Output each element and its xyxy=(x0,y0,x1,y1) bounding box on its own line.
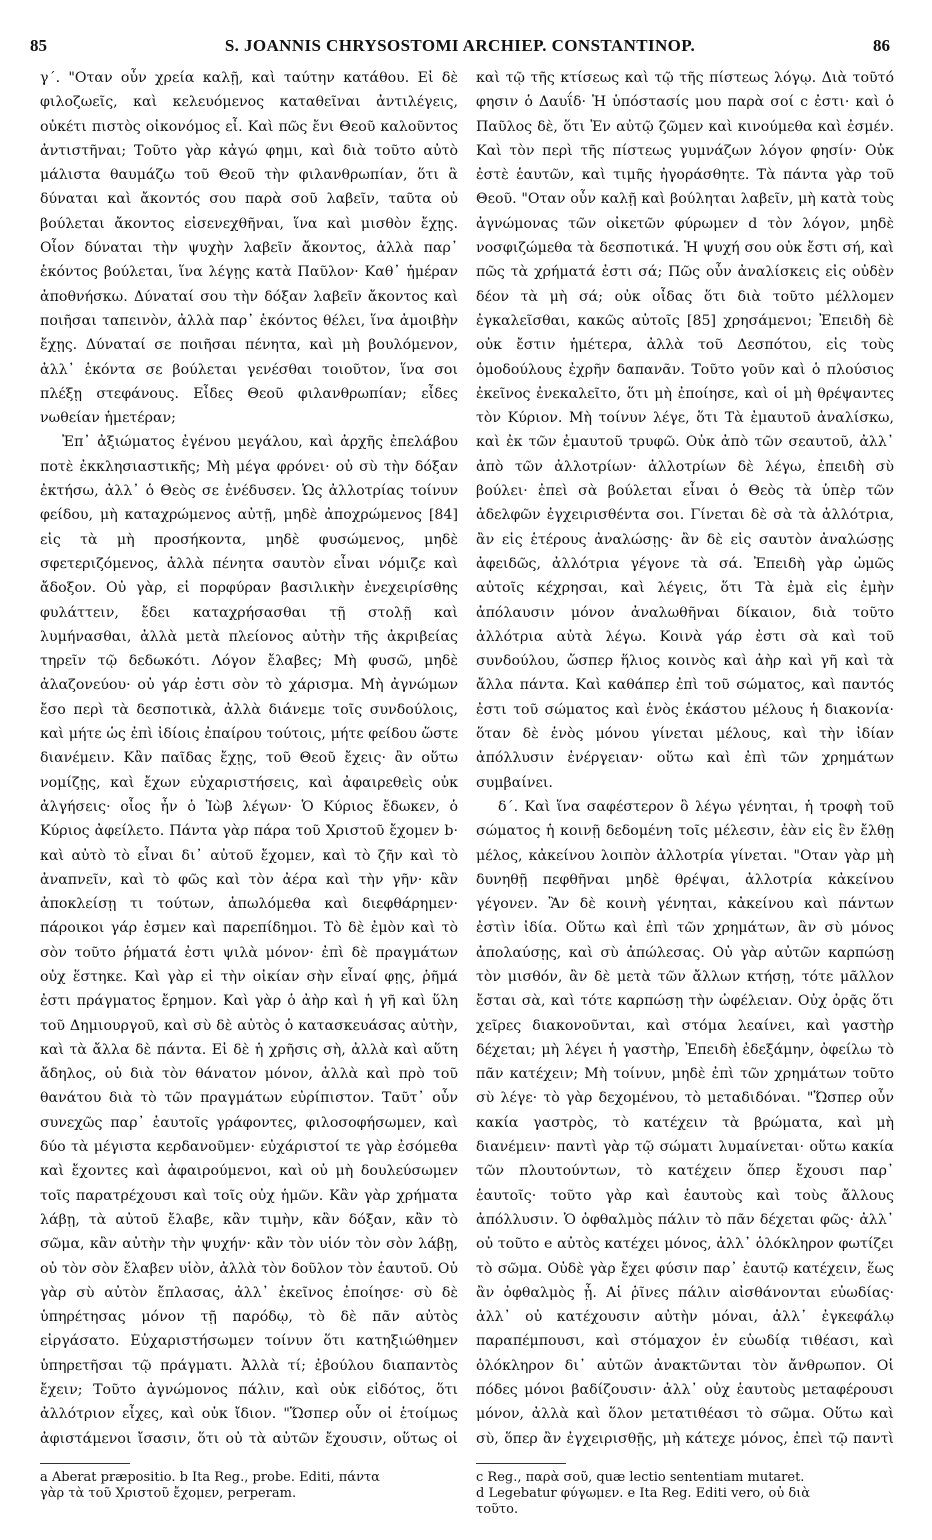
footnotes-left xyxy=(40,1470,458,1502)
left-paragraph-1: γ΄. "Οταν οὖν χρεία καλῇ, καὶ ταύτην κατάθου. Εἰ δὲ φιλοζωεῖς, καὶ κελευόμενος καταθεῖναι ἀντιλέγεις, οὐκέτι πιστὸς οἰκονόμος εἶ. Καὶ πῶς ἔνι Θεοῦ καλοῦντος ἀντιστῆναι; Τοῦτο γὰρ κἀγώ φημι, καὶ διὰ τοῦτο αὐτὸ μάλιστα θαυμάζω τοῦ Θεοῦ τὴν φιλανθρωπίαν, ὅτι ἃ δύναται καὶ ἄκοντός σου παρὰ σοῦ λαβεῖν, ταῦτα οὐ βούλεται ἄκοντος εἰσενεχθῆναι, ἵνα καὶ μισθὸν ἔχῃς. Οἷον δύναται τὴν ψυχὴν λαβεῖν ἄκοντος, ἀλλὰ παρ᾽ ἑκόντος βούλεται, ἵνα λέγῃς κατὰ Παῦλον· Καθ᾽ ἡμέραν ἀποθνήσκω. Δύναταί σου τὴν δόξαν λαβεῖν ἄκοντος καὶ ποιῆσαι ταπεινὸν, ἀλλὰ παρ᾽ ἑκόντος θέλει, ἵνα ἀμοιβὴν ἔχῃς. Δύναταί σε ποιῆσαι πένητα, καὶ μὴ βουλόμενον, ἀλλ᾽ ἑκόντα σε βούλεται γενέσθαι τοιοῦτον, ἵνα σοι πλέξῃ στεφάνους. Εἶδες Θεοῦ φιλανθρωπίαν; εἶδες νωθείαν ἡμετέραν; xyxy=(40,70,458,427)
footnote-line: d Legebatur φύγωμεν. e Ita Reg. Editi vero, οὐ διὰ xyxy=(476,1486,811,1501)
right-column xyxy=(476,66,894,1452)
footnote-rule-left xyxy=(40,1463,130,1464)
left-column xyxy=(40,66,458,1452)
right-paragraph-1: καὶ τῷ τῆς κτίσεως καὶ τῷ τῆς πίστεως λόγῳ. Διὰ τοῦτό φησιν ὁ Δαυΐδ· Ἡ ὑπόστασίς μου παρὰ σοί c ἐστι· καὶ ὁ Παῦλος δὲ, ὅτι Ἐν αὐτῷ ζῶμεν καὶ κινούμεθα καὶ ἐσμέν. Καὶ τὸν περὶ τῆς πίστεως γυμνάζων λόγον φησίν· Οὐκ ἐστὲ ἑαυτῶν, καὶ τιμῆς ἠγοράσθητε. Τὰ πάντα γὰρ τοῦ Θεοῦ. "Οταν οὖν καλῇ καὶ βούληται λαβεῖν, μὴ κατὰ τοὺς ἀγνώμονας τῶν οἰκετῶν φύρωμεν d τὸν λόγον, μηδὲ νοσφιζώμεθα τὰ δεσποτικά. Ἡ ψυχή σου οὐκ ἔστι σή, καὶ πῶς τὰ χρήματά ἐστι σά; Πῶς οὖν ἀναλίσκεις εἰς οὐδὲν δέον τὰ μὴ σά; οὐκ οἶδας ὅτι διὰ τοῦτο μέλλομεν ἐγκαλεῖσθαι, κακῶς αὐτοῖς [85] χρησάμενοι; Ἐπειδὴ δὲ οὐκ ἔστιν ἡμέτερα, ἀλλὰ τοῦ Δεσπότου, εἰς τοὺς ὁμοδούλους ἐχρῆν δαπανᾶν. Τοῦτο γοῦν καὶ ὁ πλούσιος ἐκεῖνος ἐνεκαλεῖτο, ὅτι μὴ ἐποίησε, καὶ οἱ μὴ θρέψαντες τὸν Κύριον. Μὴ τοίνυν λέγε, ὅτι Τὰ ἐμαυτοῦ ἀναλίσκω, καὶ ἐκ τῶν ἐμαυτοῦ τρυφῶ. Οὐκ ἀπὸ τῶν σεαυτοῦ, ἀλλ᾽ ἀπὸ τῶν ἀλλοτρίων· ἀλλοτρίων δὲ λέγω, ἐπειδὴ σὺ βούλει· ἐπεὶ σὰ βούλεται εἶναι ὁ Θεὸς τὰ ὑπὲρ τῶν ἀδελφῶν ἐγχειρισθέντα σοι. Γίνεται δὲ σὰ τὰ ἀλλότρια, ἂν εἰς ἑτέρους ἀναλώσῃς· ἂν δὲ εἰς σαυτὸν ἀναλώσῃς ἀφειδῶς, ἀλλότρια γέγονε τὰ σά. Ἐπειδὴ γὰρ ὠμῶς αὐτοῖς κέχρησαι, καὶ λέγεις, ὅτι Τὰ ἐμὰ εἰς ἐμὴν ἀπόλαυσιν μόνον ἀναλωθῆναι δίκαιον, διὰ τοῦτο ἀλλότρια αὐτὰ λέγω. Κοινὰ γάρ ἐστι σὰ καὶ τοῦ συνδούλου, ὥσπερ ἥλιος κοινὸς καὶ ἀὴρ καὶ γῆ καὶ τὰ ἄλλα πάντα. Καὶ καθάπερ ἐπὶ τοῦ σώματος, καὶ παντός ἐστι τοῦ σώματος καὶ ἑνὸς ἑκάστου μέλους ἡ διακονία· ὅταν δὲ ἑνὸς μόνου γίνεται μέλους, καὶ τὴν ἰδίαν ἀπόλλυσιν ἐνέργειαν· οὕτω καὶ ἐπὶ τῶν χρημάτων συμβαίνει. xyxy=(476,70,894,791)
footnote-line: a Aberat præpositio. b Ita Reg., probe. Editi, πάντα xyxy=(40,1470,380,1485)
footnote-rule-right xyxy=(476,1463,566,1464)
running-title: S. JOANNIS CHRYSOSTOMI ARCHIEP. CONSTANTINOP. xyxy=(224,36,696,55)
footnote-line: τοῦτο. xyxy=(476,1502,519,1517)
page-number-left: 85 xyxy=(30,36,47,55)
footnote-line: c Reg., παρὰ σοῦ, quæ lectio sententiam mutaret. xyxy=(476,1470,805,1485)
footnotes-right xyxy=(476,1470,894,1518)
left-paragraph-2: Ἐπ᾽ ἀξιώματος ἐγένου μεγάλου, καὶ ἀρχῆς ἐπελάβου ποτὲ ἐκκλησιαστικῆς; Μὴ μέγα φρόνει· οὐ σὺ τὴν δόξαν ἐκτήσω, ἀλλ᾽ ὁ Θεὸς σε ἐνέδυσεν. Ὡς ἀλλοτρίας τοίνυν φείδου, μὴ καταχρώμενος αὐτῇ, μηδὲ ἀποχρώμενος [84] εἰς τὰ μὴ προσήκοντα, μηδὲ φυσώμενος, μηδὲ σφετεριζόμενος, ἀλλὰ πένητα σαυτὸν εἶναι νόμιζε καὶ ἄδοξον. Οὐ γὰρ, εἰ πορφύραν βασιλικὴν ἐνεχειρίσθης φυλάττειν, ἔδει καταχρήσασθαι τῇ στολῇ καὶ λυμήνασθαι, ἀλλὰ μετὰ πλείονος αὐτὴν τῆς ἀκριβείας τηρεῖν τῷ δεδωκότι. Λόγον ἔλαβες; Μὴ φυσῶ, μηδὲ ἀλαζονεύου· οὐ γάρ ἐστι σὸν τὸ χάρισμα. Μὴ ἀγνώμων ἔσο περὶ τὰ δεσποτικὰ, ἀλλὰ διάνεμε τοῖς συνδούλοις, καὶ μήτε ὡς ἐπὶ ἰδίοις ἐπαίρου τούτοις, μήτε φείδου ὥστε διανέμειν. Κἂν παῖδας ἔχῃς, τοῦ Θεοῦ ἔχεις· ἂν οὕτω νομίζῃς, καὶ ἔχων εὐχαριστήσεις, καὶ ἀφαιρεθεὶς οὐκ ἀλγήσεις· οἷος ἦν ὁ Ἰὼβ λέγων· Ὁ Κύριος ἔδωκεν, ὁ Κύριος ἀφείλετο. Πάντα γὰρ πάρα τοῦ Χριστοῦ ἔχομεν b· καὶ αὐτὸ τὸ εἶναι δι᾽ αὐτοῦ ἔχομεν, καὶ τὸ ζῆν καὶ τὸ ἀναπνεῖν, καὶ τὸ φῶς καὶ τὸν ἀέρα καὶ τὴν γῆν· κἂν ἀποκλείσῃ τι τούτων, ἀπωλόμεθα καὶ διεφθάρημεν· πάροικοι γάρ ἐσμεν καὶ παρεπίδημοι. Τὸ δὲ ἐμὸν καὶ τὸ σὸν τοῦτο ῥήματά ἐστι ψιλὰ μόνον· ἐπὶ δὲ πραγμάτων οὐχ ἕστηκε. Καὶ γὰρ εἰ τὴν οἰκίαν σὴν εἶναί φῃς, ῥῆμά ἐστι πράγματος ἔρημον. Καὶ γὰρ ὁ ἀὴρ καὶ ἡ γῆ καὶ ὕλη τοῦ Δημιουργοῦ, καὶ σὺ δὲ αὐτὸς ὁ κατασκευάσας αὐτὴν, καὶ τὰ ἄλλα δὲ πάντα. Εἰ δὲ ἡ χρῆσις σὴ, ἀλλὰ καὶ αὕτη ἄδηλος, οὐ διὰ τὸν θάνατον μόνον, ἀλλὰ καὶ πρὸ τοῦ θανάτου διὰ τὸ τῶν πραγμάτων εὐρίπιστον. Ταῦτ᾽ οὖν συνεχῶς παρ᾽ ἑαυτοῖς γράφοντες, φιλοσοφήσωμεν, καὶ δύο τὰ μέγιστα κερδανοῦμεν· εὐχάριστοί τε γὰρ ἐσόμεθα καὶ ἔχοντες καὶ ἀφαιρούμενοι, καὶ οὐ μὴ δουλεύσωμεν τοῖς παρατρέχουσι καὶ τοῖς οὐχ ἡμῶν. Κἂν γὰρ χρήματα λάβῃ, τὰ αὐτοῦ ἔλαβε, κἂν τιμὴν, κἂν δόξαν, κἂν τὸ σῶμα, κἂν αὐτὴν τὴν ψυχήν· κἂν τὸν υἱόν τὸν σὸν λάβῃ, οὐ τὸν σὸν ἔλαβεν υἱὸν, ἀλλὰ τὸν δοῦλον τὸν ἑαυτοῦ. Οὐ γὰρ σὺ αὐτὸν ἔπλασας, ἀλλ᾽ ἐκεῖνος ἐποίησε· σὺ δὲ ὑπηρέτησας μόνον τῇ παρόδῳ, τὸ δὲ πᾶν αὐτὸς εἰργάσατο. Εὐχαριστήσωμεν τοίνυν ὅτι κατηξιώθημεν ὑπηρετῆσαι τῷ πράγματι. Ἀλλὰ τί; ἐβούλου διαπαντὸς ἔχειν; Τοῦτο ἀγνώμονος πάλιν, καὶ οὐκ εἰδότος, ὅτι ἀλλότριον εἶχες, καὶ οὐκ ἴδιον. "Ὥσπερ οὖν οἱ ἑτοίμως ἀφιστάμενοι ἴσασιν, ὅτι οὐ τὰ αὐτῶν ἔχουσιν, οὕτως οἱ xyxy=(40,434,458,1447)
running-header xyxy=(30,36,890,60)
page-number-right: 86 xyxy=(873,36,890,55)
right-paragraph-2: δ΄. Καὶ ἵνα σαφέστερον ὃ λέγω γένηται, ἡ τροφὴ τοῦ σώματος ἡ κοινῇ δεδομένη τοῖς μέλεσιν, ἐὰν εἰς ἓν ἔλθῃ μέλος, κἀκείνου λοιπὸν ἀλλοτρία γίνεται. "Οταν γὰρ μὴ δυνηθῇ πεφθῆναι μηδὲ θρέψαι, ἀλλοτρία κἀκείνου γέγονεν. Ἂν δὲ κοινὴ γένηται, κἀκείνου καὶ πάντων ἐστὶν ἰδία. Οὕτω καὶ ἐπὶ τῶν χρημάτων, ἂν σὺ μόνος ἀπολαύσῃς, καὶ σὺ ἀπώλεσας. Οὐ γὰρ αὐτῶν καρπώσῃ τὸν μισθόν, ἂν δὲ μετὰ τῶν ἄλλων κτήσῃ, τότε μᾶλλον ἔσται σὰ, καὶ τότε καρπώσῃ τὴν ὠφέλειαν. Οὐχ ὁρᾷς ὅτι χεῖρες διακονοῦνται, καὶ στόμα λεαίνει, καὶ γαστὴρ δέχεται; μὴ λέγει ἡ γαστὴρ, Ἐπειδὴ ἐδεξάμην, ὀφείλω τὸ πᾶν κατέχειν; Μὴ τοίνυν, μηδὲ ἐπὶ τῶν χρημάτων τοῦτο σὺ λέγε· τὸ γὰρ δεχομένου, τὸ μεταδιδόναι. "Ὥσπερ οὖν κακία γαστρὸς, τὸ κατέχειν τὰ βρώματα, καὶ μὴ διανέμειν· παντὶ γὰρ τῷ σώματι λυμαίνεται· οὕτω κακία τῶν πλουτούντων, τὸ κατέχειν ὅπερ ἔχουσι παρ᾽ ἑαυτοῖς· τοῦτο γὰρ καὶ ἑαυτοὺς καὶ τοὺς ἄλλους ἀπόλλυσιν. Ὁ ὀφθαλμὸς πάλιν τὸ πᾶν δέχεται φῶς· ἀλλ᾽ οὐ τοῦτο e αὐτὸς κατέχει μόνος, ἀλλ᾽ ὁλόκληρον φωτίζει τὸ σῶμα. Οὐδὲ γὰρ ἔχει φύσιν παρ᾽ ἑαυτῷ κατέχειν, ἕως ἂν ὀφθαλμὸς ᾖ. Αἱ ῥῖνες πάλιν αἰσθάνονται εὐωδίας· ἀλλ᾽ οὐ κατέχουσιν αὐτὴν μόναι, ἀλλ᾽ ἐγκεφάλῳ παραπέμπουσι, καὶ στόμαχον ἐν εὐωδίᾳ τιθέασι, καὶ ὁλόκληρον δι᾽ αὐτῶν ἀνακτῶνται τὸν ἄνθρωπον. Οἱ πόδες μόνοι βαδίζουσιν· ἀλλ᾽ οὐχ ἑαυτοὺς μεταφέρουσι μόνον, ἀλλὰ καὶ ὅλον μετατιθέασι τὸ σῶμα. Οὕτω καὶ σὺ, ὅπερ ἂν ἐγχειρισθῇς, μὴ κάτεχε μόνος, ἐπεὶ τῷ παντὶ xyxy=(476,798,894,1447)
footnote-line: γὰρ τὰ τοῦ Χριστοῦ ἔχομεν, perperam. xyxy=(40,1486,297,1501)
